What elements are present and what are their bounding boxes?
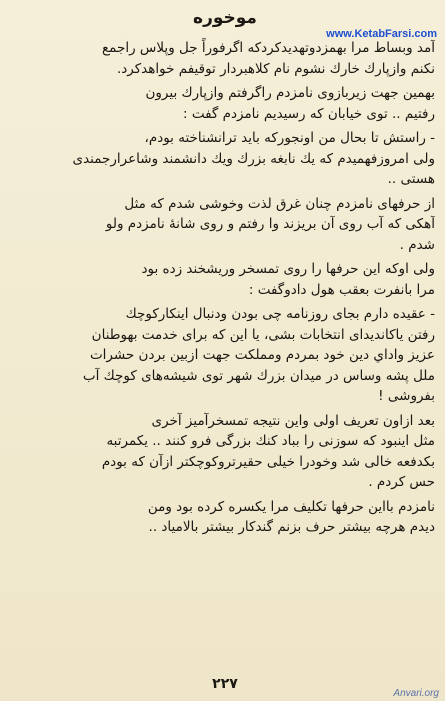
paragraph	[8, 411, 435, 493]
watermark: Anvari.org	[393, 688, 439, 699]
paragraph	[8, 304, 435, 407]
paragraph	[8, 259, 435, 300]
page-footer	[0, 676, 445, 701]
text-line: بعد ازاون تعریف اولی واین نتیجه تمسخرآمیز آخری	[151, 412, 435, 429]
paragraph	[8, 194, 435, 256]
text-line: نکنم وازپارك خارك نشوم نام كلاهبردار توقيفم خواهدكرد.	[116, 60, 435, 77]
page-text	[8, 38, 435, 658]
text-line: عزیز واداي دین خود بمردم ومملکت جهت ازبین بردن حشرات	[89, 347, 435, 363]
text-line: حس کردم .	[368, 474, 435, 490]
text-line: بفروشی !	[378, 388, 435, 404]
text-line: رفتن یاکاندیدای انتخابات بشی، یا این که برای خدمت بهوطنان	[91, 326, 435, 343]
text-line: - عقیده دارم بجای روزنامه چی بودن ودنبال اینکارکوچك	[125, 306, 435, 322]
chapter-title: موخوره	[193, 8, 257, 28]
text-line: شدم .	[399, 236, 435, 253]
text-line: آمد وبساط مرا بهمزدوتهدیدکردکه اگرفوراً جل وپلاس راجمع	[102, 40, 435, 56]
text-line: دیدم هرچه بیشتر حرف بزنم گندکار بیشتر بالامیاد ..	[148, 519, 435, 535]
paragraph	[8, 83, 435, 124]
paragraph	[8, 128, 435, 190]
text-line: آهکی که آب روی آن بریزند وا رفتم و روی شانهٔ نامزدم ولو	[105, 216, 435, 232]
text-line: ولی اوکه این حرفها را روی تمسخر وریشخند زده بود	[141, 261, 435, 277]
text-line: مثل اینبود که سوزنی را بباد کنك بزرگی فرو کنند .. یکمرتبه	[106, 433, 435, 449]
text-line: ملل پشه وساس در میدان بزرك شهر توی شیشه‌های کوچك آب	[82, 367, 435, 384]
text-line: نامزدم بااین حرفها تکلیف مرا یکسره کرده بود ومن	[147, 498, 435, 515]
paragraph	[8, 497, 435, 538]
text-line: بکدفعه خالی شد وخودرا خیلی حقیرتروکوچکتر ازآن که بودم	[101, 453, 435, 470]
text-line: - راستش تا بحال من اونجوركه باید ترانشناخته بودم،	[144, 130, 435, 146]
page-number: ۲۲۷	[212, 676, 238, 692]
text-line: رفتیم .. توی خیابان که رسیدیم نامزدم گفت :	[182, 105, 435, 122]
paragraph	[8, 38, 435, 79]
text-line: بهمین جهت زیربازوی نامزدم راگرفتم وازپارك بیرون	[145, 85, 435, 101]
text-line: ولی امروزفهمیدم که یك نابغه بزرك ویك دانشمند وشاعرارجمندی	[72, 150, 435, 167]
page-header	[0, 8, 445, 40]
text-line: از حرفهای نامزدم چنان غرق لذت وخوشی شدم که مثل	[124, 195, 435, 212]
text-line: مرا بانفرت بعقب هول دادوگفت :	[248, 281, 435, 298]
text-line: هستی ..	[387, 171, 435, 187]
site-url[interactable]: www.KetabFarsi.com	[326, 28, 437, 40]
